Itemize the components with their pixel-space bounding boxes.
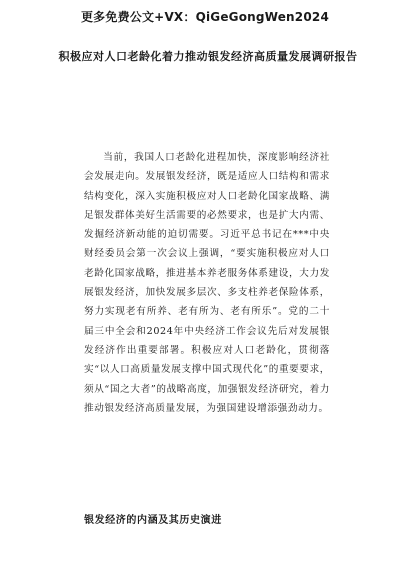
document-title: 积极应对人口老龄化着力推动银发经济高质量发展调研报告 (58, 50, 358, 63)
promo-header: 更多免费公文+VX：QiGeGongWen2024 (80, 10, 329, 24)
body-paragraph: 当前，我国人口老龄化进程加快，深度影响经济社会发展走向。发展银发经济，既是适应人口结构和需求结构变化，深入实施积极应对人口老龄化国家战略、满足银发群体美好生活需要的必然要求，也是扩大内需、发掘经济新动能的迫切需要。习近平总书记在***中央财经委员会第一次会议上强调，“要实施积极应对人口老龄化国家战略，推进基本养老服务体系建设，大力发展银发经济，加快发展多层次、多支柱养老保险体系，努力实现老有所养、老有所为、老有所乐”。党的二十届三中全会和2024年中央经济工作会议先后对发展银发经济作出重要部署。积极应对人口老龄化，贯彻落实“以人口高质量发展支撑中国式现代化”的重要要求，须从“国之大者”的战略高度，加强银发经济研究，着力推动银发经济高质量发展，为强国建设增添强劲动力。 (84, 152, 330, 414)
section-heading: 银发经济的内涵及其历史演进 (84, 515, 222, 526)
